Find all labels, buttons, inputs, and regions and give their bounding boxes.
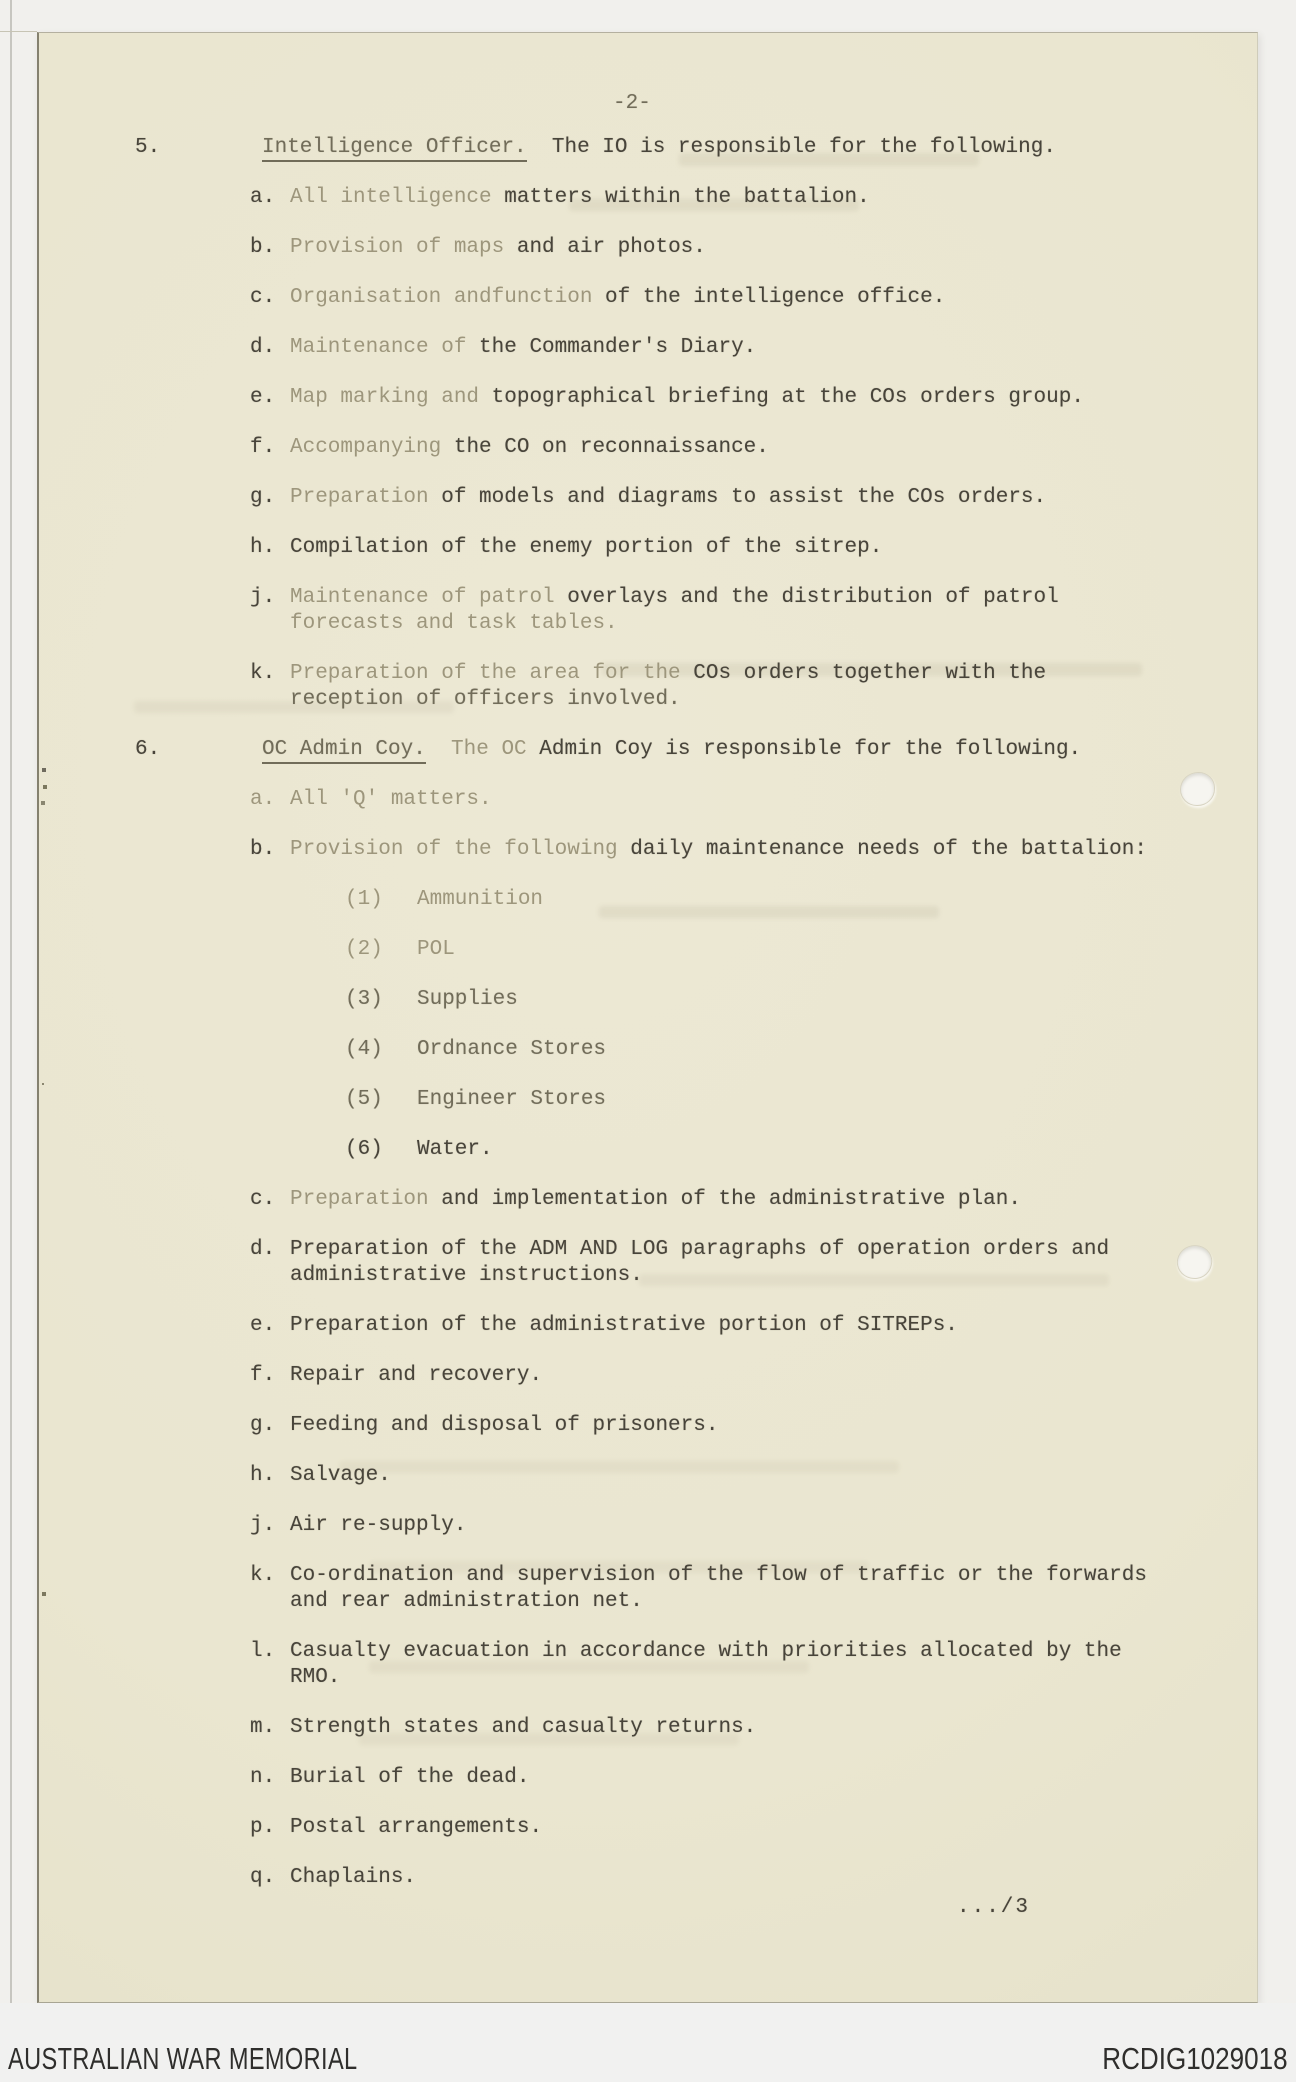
item-label: n. — [250, 1766, 276, 1789]
list-item-g — [39, 485, 1257, 511]
text-line — [290, 1263, 1257, 1289]
item-text — [290, 185, 1257, 211]
item-label: h. — [250, 536, 276, 559]
line-text: Preparation of the administrative portion of SITREPs. — [290, 1314, 958, 1337]
line-text: Feeding and disposal of prisoners. — [290, 1414, 719, 1437]
line-text: Engineer Stores — [417, 1088, 607, 1111]
section-heading — [39, 737, 1257, 763]
list-item-h — [39, 1463, 1257, 1489]
text-line — [417, 987, 1257, 1013]
item-label: k. — [250, 662, 276, 685]
item-text — [290, 787, 1257, 813]
list-item-k — [39, 1563, 1257, 1615]
item-label: j. — [250, 1514, 276, 1537]
text-line — [417, 887, 1257, 913]
item-label: q. — [250, 1866, 276, 1889]
text-line — [290, 485, 1257, 511]
text-line — [290, 385, 1257, 411]
item-text — [290, 1413, 1257, 1439]
item-text — [290, 1363, 1257, 1389]
list-item-b — [39, 837, 1257, 863]
item-label: e. — [250, 1314, 276, 1337]
section-heading — [39, 135, 1257, 161]
item-text — [417, 1137, 1257, 1163]
item-label: m. — [250, 1716, 276, 1739]
item-label: (1) — [345, 888, 383, 911]
line-text: Admin Coy is responsible for the following. — [526, 738, 1082, 761]
line-text: overlays and the distribution of patrol — [554, 586, 1059, 609]
list-item-1 — [39, 887, 1257, 913]
item-text — [290, 1765, 1257, 1791]
item-label: c. — [250, 1188, 276, 1211]
line-text: daily maintenance needs of the battalion: — [617, 838, 1147, 861]
line-text-faded: All intelligence — [290, 186, 492, 209]
list-item-c — [39, 285, 1257, 311]
footer-right-label: RCDIG1029018 — [1102, 2041, 1288, 2076]
text-line — [290, 1187, 1257, 1213]
list-item-h — [39, 535, 1257, 561]
text-line — [290, 1765, 1257, 1791]
item-text — [290, 1715, 1257, 1741]
list-item-6 — [39, 1137, 1257, 1163]
item-label: g. — [250, 1414, 276, 1437]
item-label: f. — [250, 436, 276, 459]
item-text — [290, 385, 1257, 411]
item-label: b. — [250, 236, 276, 259]
text-line — [290, 787, 1257, 813]
line-text: of models and diagrams to assist the COs orders. — [428, 486, 1047, 509]
item-label: f. — [250, 1364, 276, 1387]
document-body — [39, 135, 1257, 1915]
line-text: Water. — [417, 1138, 493, 1161]
list-item-a — [39, 787, 1257, 813]
item-text — [290, 1237, 1257, 1289]
line-text-faded: Provision of the following — [290, 838, 618, 861]
list-item-f — [39, 435, 1257, 461]
text-line — [290, 535, 1257, 561]
footer-bar — [0, 2003, 1296, 2082]
line-text: of the intelligence office. — [592, 286, 946, 309]
line-text: Compilation of the enemy portion of the sitrep. — [290, 536, 883, 559]
text-line — [290, 1313, 1257, 1339]
item-text — [290, 1187, 1257, 1213]
list-item-d — [39, 1237, 1257, 1289]
list-item-2 — [39, 937, 1257, 963]
list-item-a — [39, 185, 1257, 211]
section-title: Intelligence Officer. — [262, 136, 527, 162]
page-number: -2- — [613, 92, 651, 115]
list-item-5 — [39, 1087, 1257, 1113]
line-text-faded: Provision of maps — [290, 236, 505, 259]
list-item-p — [39, 1815, 1257, 1841]
item-text — [417, 887, 1257, 913]
item-label: a. — [250, 788, 276, 811]
line-text: Supplies — [417, 988, 518, 1011]
line-text: the Commander's Diary. — [466, 336, 757, 359]
line-text-faded: Maintenance of patrol — [290, 586, 555, 609]
line-text: Strength states and casualty returns. — [290, 1716, 757, 1739]
item-text — [417, 1087, 1257, 1113]
paper-top-edge — [0, 31, 37, 32]
text-line — [290, 1363, 1257, 1389]
text-line — [290, 1865, 1257, 1891]
continuation-mark: .../3 — [957, 1896, 1031, 1919]
line-text-faded: Preparation of the area for the — [290, 662, 681, 685]
line-text: COs orders together with the — [680, 662, 1047, 685]
item-label: (4) — [345, 1038, 383, 1061]
line-text: Burial of the dead. — [290, 1766, 530, 1789]
list-item-j — [39, 585, 1257, 637]
text-line — [290, 335, 1257, 361]
section-number: 5. — [135, 136, 161, 159]
text-line — [290, 185, 1257, 211]
item-text — [290, 285, 1257, 311]
list-item-e — [39, 385, 1257, 411]
text-line — [290, 285, 1257, 311]
item-label: (5) — [345, 1088, 383, 1111]
line-text: and rear administration net. — [290, 1590, 643, 1613]
text-line — [290, 1563, 1257, 1589]
line-text: administrative instructions. — [290, 1264, 643, 1287]
text-line — [290, 1513, 1257, 1539]
list-item-4 — [39, 1037, 1257, 1063]
line-text: matters within the battalion. — [491, 186, 870, 209]
item-label: a. — [250, 186, 276, 209]
item-label: d. — [250, 336, 276, 359]
line-text: Preparation of the ADM AND LOG paragraphs of operation orders and — [290, 1238, 1110, 1261]
item-text — [417, 987, 1257, 1013]
item-label: p. — [250, 1816, 276, 1839]
list-item-d — [39, 335, 1257, 361]
line-text: Air re-supply. — [290, 1514, 467, 1537]
item-text — [290, 1815, 1257, 1841]
line-text: forecasts and task tables. — [290, 612, 618, 635]
line-text: RMO. — [290, 1666, 341, 1689]
text-line — [290, 687, 1257, 713]
section — [39, 135, 1257, 713]
line-text: POL — [417, 938, 455, 961]
list-item-c — [39, 1187, 1257, 1213]
text-line — [290, 435, 1257, 461]
line-text: Repair and recovery. — [290, 1364, 543, 1387]
scan-edge-line — [10, 0, 12, 2003]
line-text-faded: Accompanying — [290, 436, 442, 459]
line-text-faded: Organisation andfunction — [290, 286, 593, 309]
list-item-l — [39, 1639, 1257, 1691]
list-item-k — [39, 661, 1257, 713]
item-text — [290, 1639, 1257, 1691]
text-line — [290, 1715, 1257, 1741]
footer-left-label: AUSTRALIAN WAR MEMORIAL — [8, 2041, 358, 2076]
section-heading-text — [262, 737, 1257, 763]
paper-specks — [39, 33, 41, 35]
line-text: and air photos. — [504, 236, 706, 259]
line-text: topographical briefing at the COs orders group. — [479, 386, 1084, 409]
item-text — [290, 1313, 1257, 1339]
line-text-faded: The OC — [451, 738, 527, 761]
item-text — [290, 837, 1257, 863]
list-item-f — [39, 1363, 1257, 1389]
text-line — [290, 611, 1257, 637]
item-label: h. — [250, 1464, 276, 1487]
list-item-b — [39, 235, 1257, 261]
text-line — [290, 1639, 1257, 1665]
text-line — [290, 1665, 1257, 1691]
item-text — [290, 235, 1257, 261]
text-line — [290, 1237, 1257, 1263]
text-line — [290, 1413, 1257, 1439]
list-item-j — [39, 1513, 1257, 1539]
text-line — [290, 837, 1257, 863]
line-text: Casualty evacuation in accordance with priorities allocated by the — [290, 1640, 1122, 1663]
item-label: (2) — [345, 938, 383, 961]
line-text: reception of officers involved. — [290, 688, 681, 711]
text-line — [290, 661, 1257, 687]
text-line — [290, 235, 1257, 261]
text-line — [290, 585, 1257, 611]
list-item-q — [39, 1865, 1257, 1891]
item-text — [290, 1513, 1257, 1539]
line-text-faded: Map marking and — [290, 386, 480, 409]
line-text: Salvage. — [290, 1464, 391, 1487]
list-item-n — [39, 1765, 1257, 1791]
item-text — [290, 1463, 1257, 1489]
paper-sheet — [37, 32, 1258, 2003]
section-heading-text — [262, 135, 1257, 161]
item-label: j. — [250, 586, 276, 609]
text-line — [290, 1463, 1257, 1489]
text-line — [417, 1037, 1257, 1063]
item-text — [290, 585, 1257, 637]
item-label: c. — [250, 286, 276, 309]
list-item-m — [39, 1715, 1257, 1741]
line-text: All 'Q' matters. — [290, 788, 492, 811]
item-text — [290, 485, 1257, 511]
section-number: 6. — [135, 738, 161, 761]
item-text — [290, 1563, 1257, 1615]
text-line — [417, 937, 1257, 963]
line-text: and implementation of the administrative plan. — [428, 1188, 1021, 1211]
line-text: Ordnance Stores — [417, 1038, 607, 1061]
line-text: Ammunition — [417, 888, 544, 911]
list-item-g — [39, 1413, 1257, 1439]
list-item-e — [39, 1313, 1257, 1339]
line-text: The IO is responsible for the following. — [551, 136, 1056, 159]
item-label: (6) — [345, 1138, 383, 1161]
item-text — [290, 335, 1257, 361]
line-text-faded: Preparation — [290, 1188, 429, 1211]
item-label: g. — [250, 486, 276, 509]
item-text — [417, 1037, 1257, 1063]
punch-hole-top — [1180, 772, 1215, 806]
item-label: l. — [250, 1640, 276, 1663]
item-label: d. — [250, 1238, 276, 1261]
text-line — [417, 1087, 1257, 1113]
item-text — [290, 661, 1257, 713]
item-text — [290, 435, 1257, 461]
text-line — [290, 1589, 1257, 1615]
section — [39, 737, 1257, 1891]
item-label: b. — [250, 838, 276, 861]
text-line — [290, 1815, 1257, 1841]
list-item-3 — [39, 987, 1257, 1013]
line-text-faded: Maintenance of — [290, 336, 467, 359]
item-label: k. — [250, 1564, 276, 1587]
item-text — [290, 1865, 1257, 1891]
line-text: Postal arrangements. — [290, 1816, 543, 1839]
item-text — [290, 535, 1257, 561]
text-line — [417, 1137, 1257, 1163]
line-text: the CO on reconnaissance. — [441, 436, 769, 459]
line-text-faded: Preparation — [290, 486, 429, 509]
item-label: (3) — [345, 988, 383, 1011]
item-label: e. — [250, 386, 276, 409]
section-title: OC Admin Coy. — [262, 738, 426, 764]
item-text — [417, 937, 1257, 963]
line-text: Chaplains. — [290, 1866, 417, 1889]
line-text: Co-ordination and supervision of the flow of traffic or the forwards — [290, 1564, 1147, 1587]
